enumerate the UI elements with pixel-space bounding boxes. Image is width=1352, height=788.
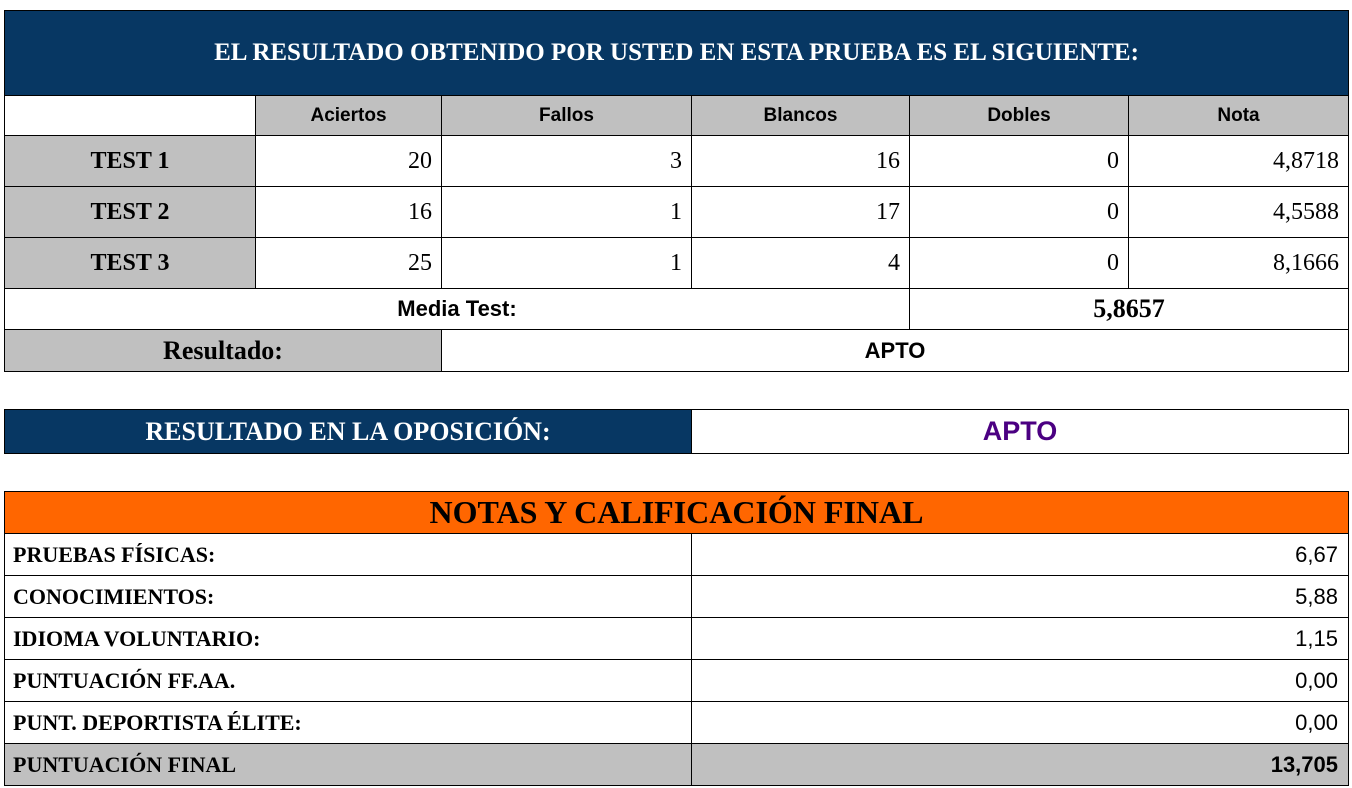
cell-nota: 4,8718 <box>1129 136 1349 187</box>
cell-aciertos: 16 <box>256 187 442 238</box>
cell-nota: 4,5588 <box>1129 187 1349 238</box>
table-row <box>5 660 1349 702</box>
header-blancos: Blancos <box>692 96 910 136</box>
final-total-value: 13,705 <box>692 744 1349 786</box>
grade-label: IDIOMA VOLUNTARIO: <box>5 618 692 660</box>
oposicion-label: RESULTADO EN LA OPOSICIÓN: <box>5 410 692 454</box>
header-empty-cell <box>5 96 256 136</box>
cell-fallos: 3 <box>442 136 692 187</box>
header-nota: Nota <box>1129 96 1349 136</box>
header-aciertos: Aciertos <box>256 96 442 136</box>
resultado-value: APTO <box>442 330 1349 372</box>
cell-dobles: 0 <box>910 136 1129 187</box>
cell-dobles: 0 <box>910 238 1129 289</box>
media-test-label: Media Test: <box>5 289 910 330</box>
grade-label: PUNTUACIÓN FF.AA. <box>5 660 692 702</box>
grade-value: 5,88 <box>692 576 1349 618</box>
cell-fallos: 1 <box>442 238 692 289</box>
table-row <box>5 187 1349 238</box>
table-row <box>5 576 1349 618</box>
cell-aciertos: 25 <box>256 238 442 289</box>
grade-label: PRUEBAS FÍSICAS: <box>5 534 692 576</box>
grade-value: 0,00 <box>692 660 1349 702</box>
final-grades-title: NOTAS Y CALIFICACIÓN FINAL <box>5 492 1349 534</box>
results-title: EL RESULTADO OBTENIDO POR USTED EN ESTA PRUEBA ES EL SIGUIENTE: <box>5 11 1349 96</box>
grade-value: 0,00 <box>692 702 1349 744</box>
media-test-value: 5,8657 <box>910 289 1349 330</box>
cell-dobles: 0 <box>910 187 1129 238</box>
table-row <box>5 702 1349 744</box>
table-row <box>5 534 1349 576</box>
oposicion-value: APTO <box>692 410 1349 454</box>
table-row <box>5 136 1349 187</box>
cell-blancos: 16 <box>692 136 910 187</box>
row-label: TEST 1 <box>5 136 256 187</box>
cell-blancos: 4 <box>692 238 910 289</box>
cell-aciertos: 20 <box>256 136 442 187</box>
row-label: TEST 2 <box>5 187 256 238</box>
resultado-label: Resultado: <box>5 330 442 372</box>
cell-blancos: 17 <box>692 187 910 238</box>
grade-value: 6,67 <box>692 534 1349 576</box>
cell-fallos: 1 <box>442 187 692 238</box>
final-total-label: PUNTUACIÓN FINAL <box>5 744 692 786</box>
cell-nota: 8,1666 <box>1129 238 1349 289</box>
grade-value: 1,15 <box>692 618 1349 660</box>
header-dobles: Dobles <box>910 96 1129 136</box>
table-row <box>5 618 1349 660</box>
oposicion-table <box>4 409 1349 454</box>
grade-label: CONOCIMIENTOS: <box>5 576 692 618</box>
header-fallos: Fallos <box>442 96 692 136</box>
final-total-row <box>5 744 1349 786</box>
final-grades-table <box>4 491 1349 786</box>
grade-label: PUNT. DEPORTISTA ÉLITE: <box>5 702 692 744</box>
table-row <box>5 238 1349 289</box>
row-label: TEST 3 <box>5 238 256 289</box>
results-table <box>4 10 1349 372</box>
